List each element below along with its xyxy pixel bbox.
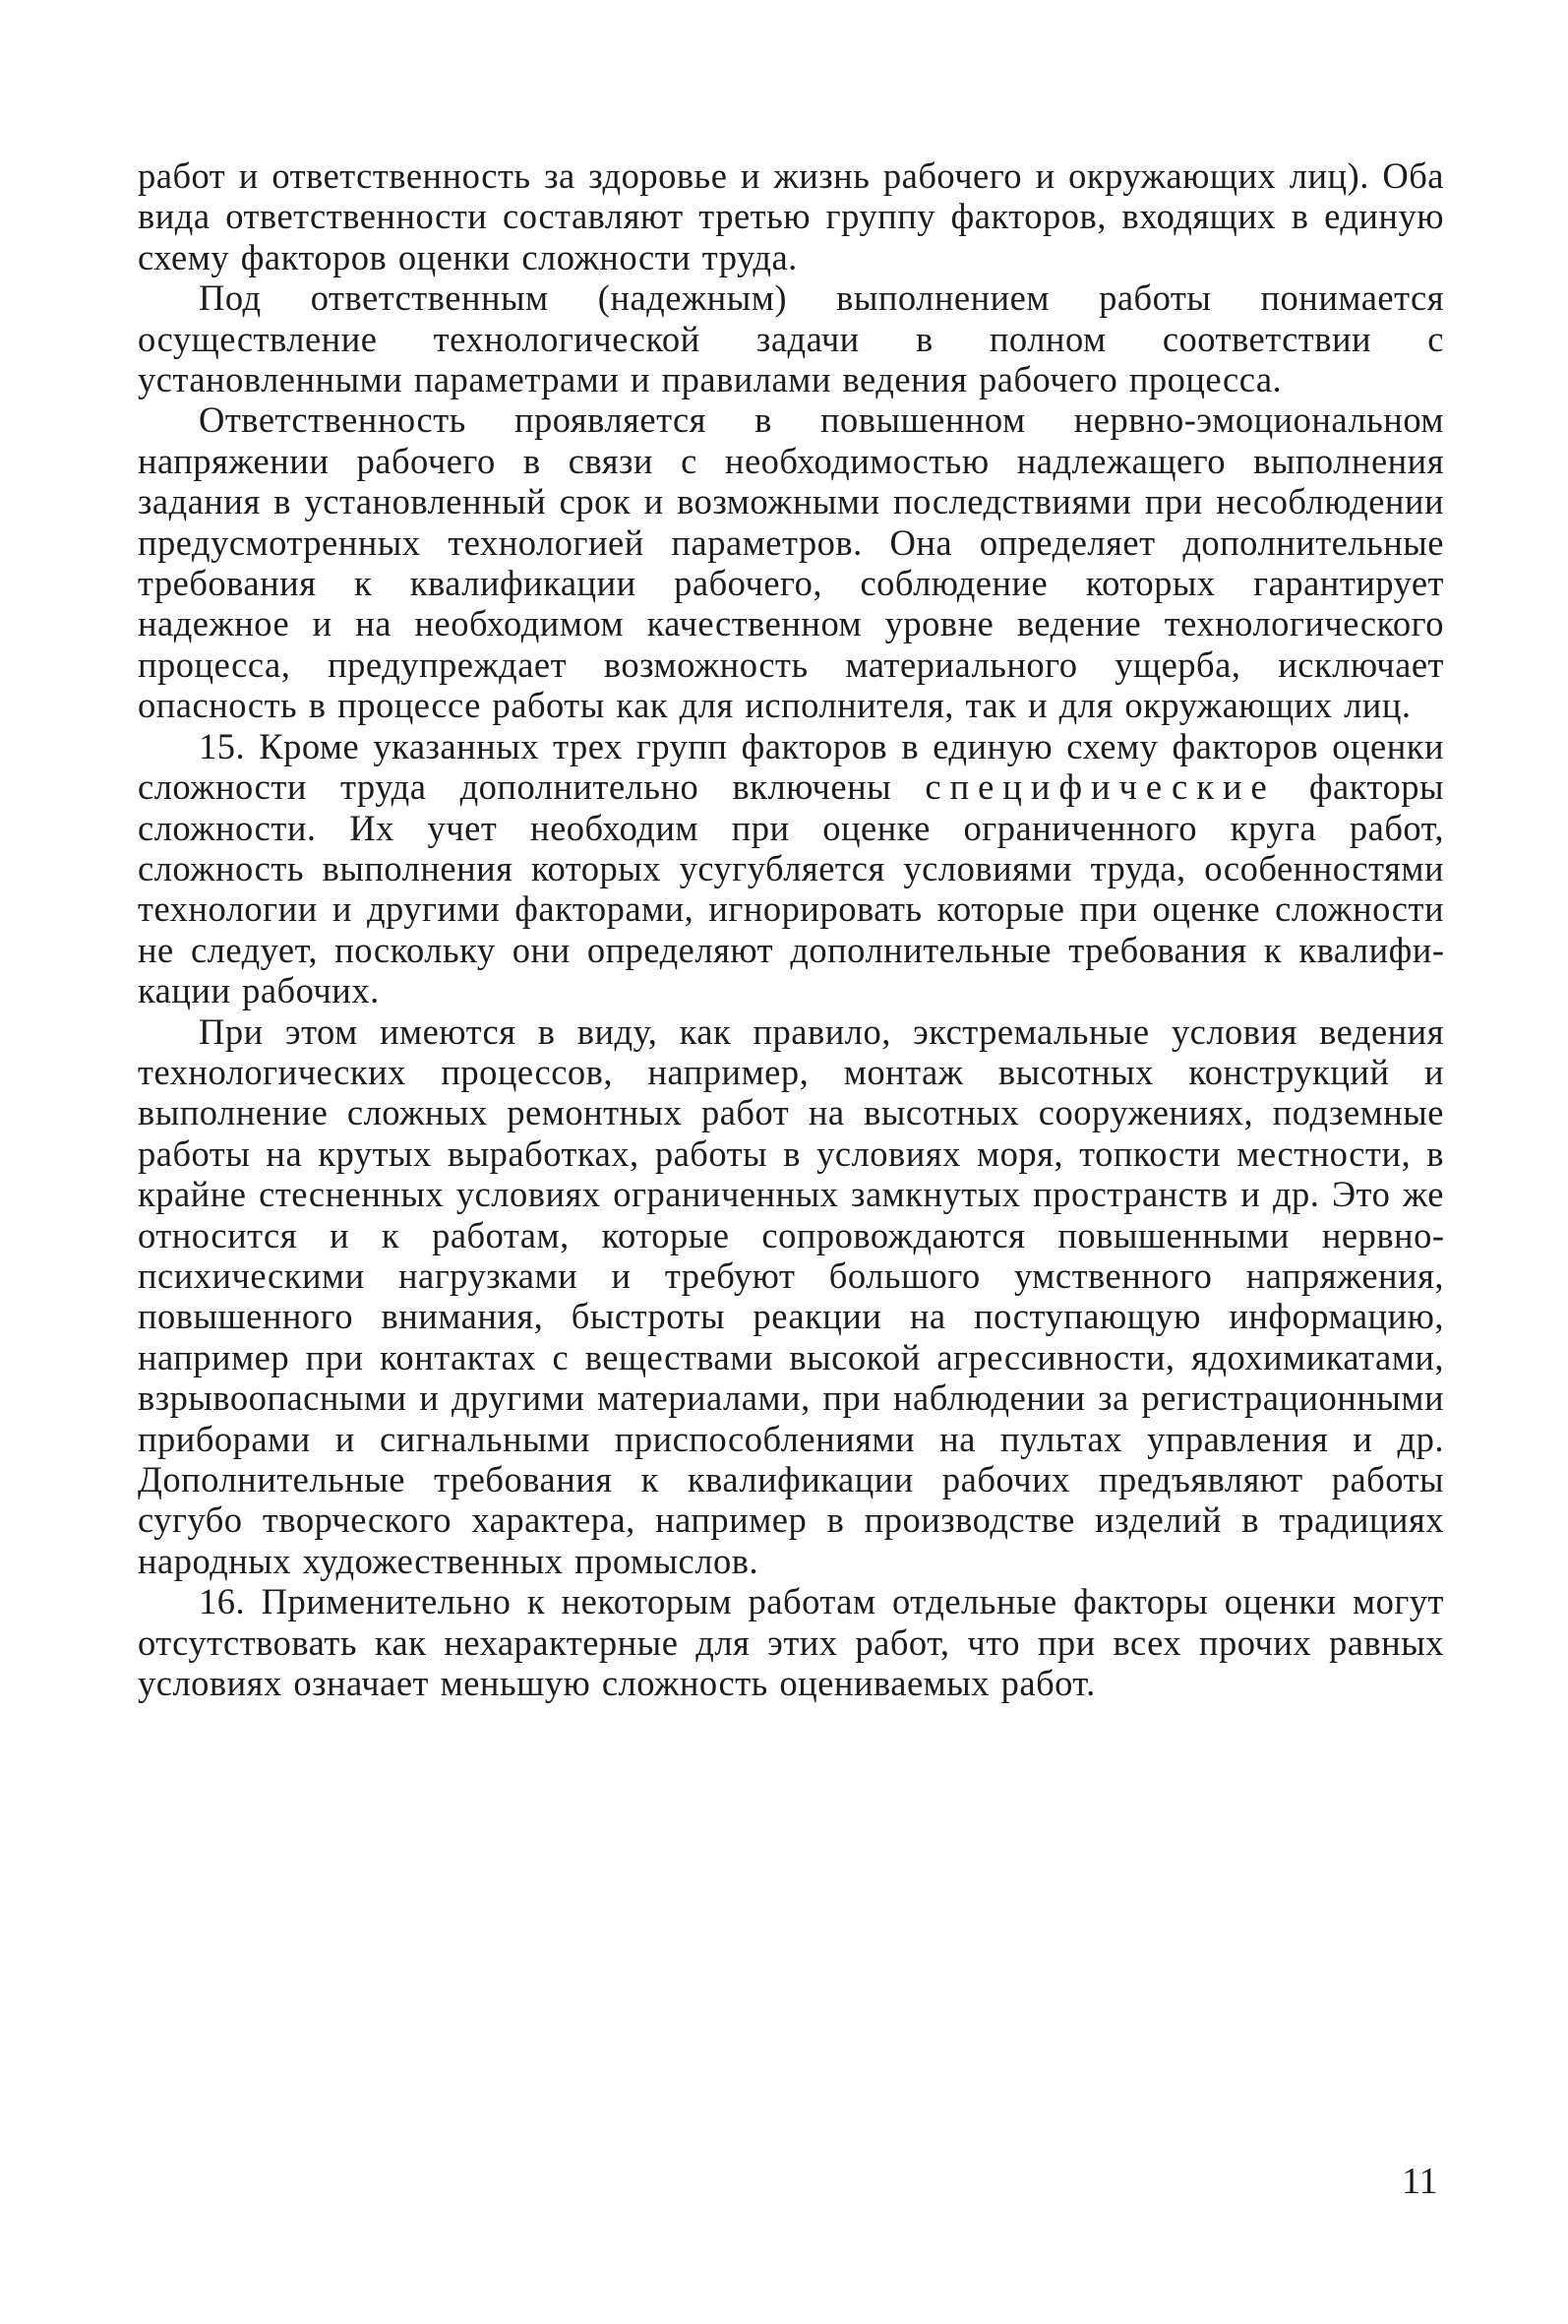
specific-factors-emphasis: специфические xyxy=(925,766,1276,808)
paragraph-responsibility-continued: работ и ответственность за здоровье и жизнь рабочего и окружающих лиц). Оба вида ответственности составляют третью группу факторов, входящих в единую схему факторов оценки сложности труда. xyxy=(138,155,1444,277)
paragraph-item-15 xyxy=(138,726,1444,1011)
page-number: 11 xyxy=(1402,2161,1438,2202)
paragraph-item-15-end: факторы сложности. Их учет необходим при оценке ограниченного круга работ, сложность выполнения которых усугубляется условиями труда, особенностями технологии и другими факторами, игнорировать которые при оценке сложности не следует, поскольку они определяют дополнительные требования к квалификации рабочих. xyxy=(138,766,1444,1011)
body-text xyxy=(138,155,1444,1703)
paragraph-item-16: 16. Применительно к некоторым работам отдельные факторы оценки могут отсутствовать как нехарактерные для этих работ, что при всех прочих равных условиях означает меньшую сложность оцениваемых работ. xyxy=(138,1581,1444,1704)
paragraph-extreme-conditions: При этом имеются в виду, как правило, экстремальные условия ведения технологических процессов, например, монтаж высотных конструкций и выполнение сложных ремонтных работ на высотных сооружениях, подземные работы на крутых выработках, работы в условиях моря, топкости местности, в крайне стесненных условиях ограниченных замкнутых пространств и др. Это же относится и к работам, которые сопровождаются повышенными нервнопсихическими нагрузками и требуют большого умственного напряжения, повышенного внимания, быстроты реакции на поступающую информацию, например при контактах с веществами высокой агрессивности, ядохимикатами, взрывоопасными и другими материалами, при наблюдении за регистрационными приборами и сигнальными приспособлениями на пультах управления и др. Дополнительные требования к квалификации рабочих предъявляют работы сугубо творческого характера, например в производстве изделий в традициях народных художественных промыслов. xyxy=(138,1010,1444,1581)
paragraph-item-15-start: 15. Кроме указанных трех групп факторов в единую схему факторов оценки сложности труда дополнительно включены xyxy=(138,725,1444,808)
paragraph-responsibility-tension: Ответственность проявляется в повышенном нервно-эмоциональном напряжении рабочего в связи с необходимостью надлежащего выполнения задания в установленный срок и возможными последствиями при несоблюдении предусмотренных технологией параметров. Она определяет дополнительные требования к квалификации рабочего, соблюдение которых гарантирует надежное и на необходимом качественном уровне ведение технологического процесса, предупреждает возможность материального ущерба, исключает опасность в процессе работы как для исполнителя, так и для окружающих лиц. xyxy=(138,399,1444,726)
paragraph-reliable-execution: Под ответственным (надежным) выполнением работы понимается осуществление технологической задачи в полном соответствии с установленными параметрами и правилами ведения рабочего процесса. xyxy=(138,277,1444,400)
